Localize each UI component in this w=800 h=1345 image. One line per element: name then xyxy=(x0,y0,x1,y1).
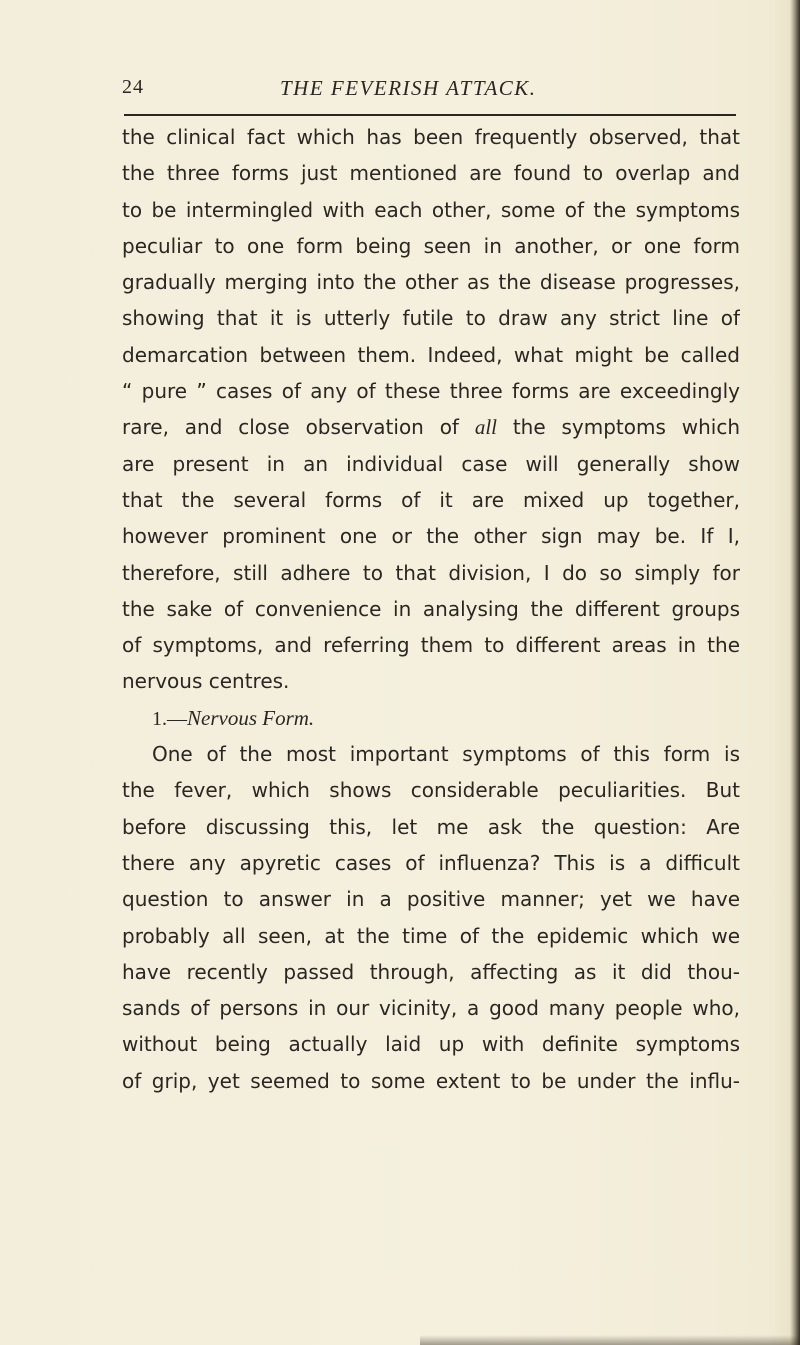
page-bottom-shadow xyxy=(420,1335,800,1345)
body-text xyxy=(122,119,740,1099)
header-rule xyxy=(124,114,736,116)
text-line: “ pure ” cases of any of these three forms are exceedingly xyxy=(122,379,740,404)
section-number: 1.— xyxy=(152,707,187,730)
text-line: are present in an individual case will generally show xyxy=(122,451,740,476)
text-line: have recently passed through, affecting as it did thou- xyxy=(122,959,740,984)
text-line: therefore, still adhere to that division, I do so simply for xyxy=(122,560,740,585)
emphasis-word: all xyxy=(474,415,497,440)
text-line: to be intermingled with each other, some of the symptoms xyxy=(122,197,740,222)
text-line: nervous centres. xyxy=(122,669,290,694)
text-segment: rare, and close observation of xyxy=(122,415,475,440)
section-title: Nervous Form. xyxy=(187,705,315,730)
text-line: of grip, yet seemed to some extent to be under the influ- xyxy=(122,1068,740,1093)
text-line: of symptoms, and referring them to different areas in the xyxy=(122,633,740,658)
text-line: question to answer in a positive manner; yet we have xyxy=(122,887,740,912)
text-line: the sake of convenience in analysing the different groups xyxy=(122,596,740,621)
page-number: 24 xyxy=(122,76,144,98)
running-title: THE FEVERISH ATTACK. xyxy=(280,76,537,100)
text-line-with-emphasis xyxy=(122,409,740,445)
text-line: peculiar to one form being seen in another, or one form xyxy=(122,233,740,258)
text-line: that the several forms of it are mixed up together, xyxy=(122,487,740,512)
text-line: before discussing this, let me ask the question: Are xyxy=(122,814,740,839)
text-line: the fever, which shows considerable peculiarities. But xyxy=(122,778,740,803)
text-line: sands of persons in our vicinity, a good many people who, xyxy=(122,996,740,1021)
text-segment: the symptoms which xyxy=(496,415,740,440)
text-line: probably all seen, at the time of the epidemic which we xyxy=(122,923,740,948)
text-line: One of the most important symptoms of this form is xyxy=(152,742,740,767)
text-line: showing that it is utterly futile to draw any strict line of xyxy=(122,306,740,331)
page-header xyxy=(0,76,800,106)
text-line: demarcation between them. Indeed, what might be called xyxy=(122,342,740,367)
text-line: however prominent one or the other sign may be. If I, xyxy=(122,524,740,549)
text-line: the clinical fact which has been frequently observed, that xyxy=(122,125,740,149)
section-heading xyxy=(122,700,740,736)
text-line: gradually merging into the other as the disease progresses, xyxy=(122,270,740,295)
text-line: the three forms just mentioned are found to overlap and xyxy=(122,161,740,186)
text-line: there any apyretic cases of influenza? This is a difficult xyxy=(122,850,740,875)
page-edge-shadow xyxy=(790,0,800,1345)
text-line: without being actually laid up with definite symptoms xyxy=(122,1032,740,1057)
